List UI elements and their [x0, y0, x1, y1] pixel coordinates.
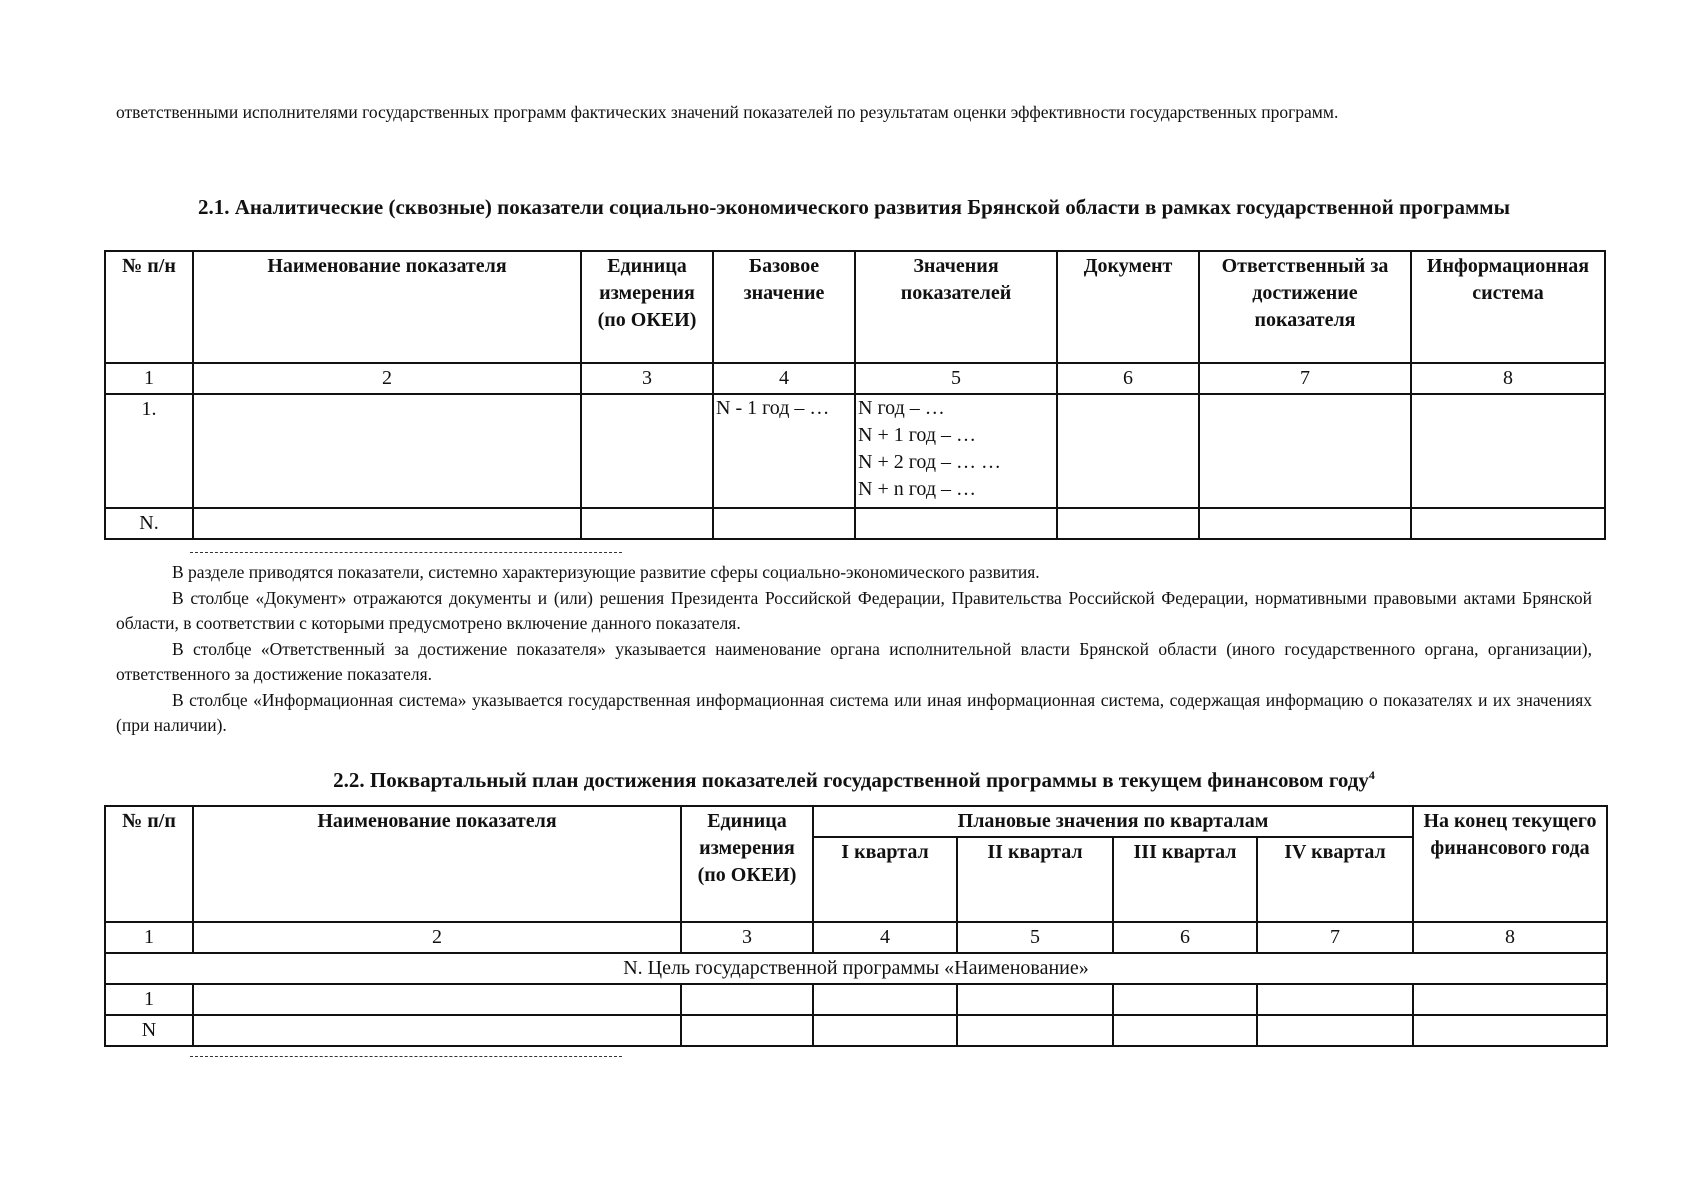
col-number: 7 [1257, 922, 1413, 953]
footnote-divider [190, 552, 622, 553]
row-number: N. [105, 508, 193, 539]
header-name: Наименование показателя [193, 251, 581, 363]
col-number: 7 [1199, 363, 1411, 394]
row-number: N [105, 1015, 193, 1046]
col-number: 6 [1057, 363, 1199, 394]
footnote-divider [190, 1056, 622, 1057]
empty-cell [681, 1015, 813, 1046]
header-values: Значения показателей [855, 251, 1057, 363]
footnote-marker: 4 [1368, 768, 1375, 782]
col-number: 1 [105, 363, 193, 394]
empty-cell [957, 1015, 1113, 1046]
base-value: N - 1 год – … [716, 397, 830, 419]
value-line: N + 1 год – … [858, 424, 977, 446]
goal-cell: N. Цель государственной программы «Наименование» [105, 953, 1607, 984]
table-header-row [105, 251, 1605, 363]
value-line: N + n год – … [858, 478, 977, 500]
column-number-row [105, 363, 1605, 394]
header-document: Документ [1057, 251, 1199, 363]
empty-cell [1411, 508, 1605, 539]
col-number: 6 [1113, 922, 1257, 953]
empty-cell [1057, 508, 1199, 539]
table-row [105, 1015, 1607, 1046]
header-planned-values: Плановые значения по кварталам [813, 806, 1413, 837]
col-number: 2 [193, 922, 681, 953]
empty-cell [1257, 984, 1413, 1015]
empty-cell [957, 984, 1113, 1015]
indicator-name-cell [193, 394, 581, 508]
header-year-end: На конец текущего финансового года [1413, 806, 1607, 922]
col-number: 5 [957, 922, 1113, 953]
quarterly-plan-table [104, 805, 1608, 1047]
column-number-row [105, 922, 1607, 953]
header-responsible: Ответственный за достижение показателя [1199, 251, 1411, 363]
empty-cell [855, 508, 1057, 539]
col-number: 8 [1413, 922, 1607, 953]
header-quarter-2: II квартал [957, 837, 1113, 922]
base-value-cell [713, 394, 855, 508]
notes-block [116, 560, 1592, 739]
section1-title: 2.1. Аналитические (сквозные) показатели социально-экономического развития Брянской области в рамках государственной программы [197, 195, 1510, 219]
section2-title-text: 2.2. Поквартальный план достижения показателей государственной программы в текущем финансовом году [333, 768, 1369, 792]
unit-cell [581, 394, 713, 508]
col-number: 3 [581, 363, 713, 394]
row-number: 1. [105, 394, 193, 508]
empty-cell [193, 1015, 681, 1046]
row-number: 1 [105, 984, 193, 1015]
note-paragraph: В столбце «Информационная система» указывается государственная информационная система или иная информационная система, содержащая информацию о показателях и их значениях (при наличии). [116, 689, 1592, 735]
responsible-cell [1199, 394, 1411, 508]
empty-cell [1413, 1015, 1607, 1046]
value-line: N + 2 год – … … [858, 451, 1002, 473]
header-name: Наименование показателя [193, 806, 681, 922]
empty-cell [1413, 984, 1607, 1015]
section2-title [116, 762, 1592, 793]
table-row [105, 394, 1605, 508]
value-line: N год – … [858, 397, 945, 419]
header-num: № п/н [105, 251, 193, 363]
col-number: 3 [681, 922, 813, 953]
table-header-row [105, 806, 1607, 837]
infosystem-cell [1411, 394, 1605, 508]
empty-cell [193, 984, 681, 1015]
col-number: 4 [813, 922, 957, 953]
col-number: 8 [1411, 363, 1605, 394]
header-unit: Единица измерения (по ОКЕИ) [581, 251, 713, 363]
header-num: № п/п [105, 806, 193, 922]
header-quarter-1: I квартал [813, 837, 957, 922]
empty-cell [193, 508, 581, 539]
indicators-table [104, 250, 1606, 540]
note-paragraph: В столбце «Документ» отражаются документы и (или) решения Президента Российской Федерации, Правительства Российской Федерации, нормативными правовыми актами Брянской области, в соответствии с которыми предусмотрено включение данного показателя. [116, 587, 1592, 633]
col-number: 5 [855, 363, 1057, 394]
values-cell [855, 394, 1057, 508]
note-paragraph: В разделе приводятся показатели, системно характеризующие развитие сферы социально-экономического развития. [172, 562, 1040, 582]
empty-cell [1199, 508, 1411, 539]
header-base: Базовое значение [713, 251, 855, 363]
empty-cell [1113, 1015, 1257, 1046]
col-number: 2 [193, 363, 581, 394]
header-quarter-4: IV квартал [1257, 837, 1413, 922]
header-infosystem: Информационная система [1411, 251, 1605, 363]
table-row [105, 984, 1607, 1015]
intro-text: ответственными исполнителями государственных программ фактических значений показателей по результатам оценки эффективности государственных программ. [116, 102, 1339, 122]
empty-cell [1113, 984, 1257, 1015]
note-paragraph: В столбце «Ответственный за достижение показателя» указывается наименование органа исполнительной власти Брянской области (иного государственного органа, организации), ответственного за достижение показателя. [116, 638, 1592, 684]
empty-cell [813, 1015, 957, 1046]
col-number: 1 [105, 922, 193, 953]
header-unit: Единица измерения (по ОКЕИ) [681, 806, 813, 922]
table-row [105, 508, 1605, 539]
document-cell [1057, 394, 1199, 508]
empty-cell [1257, 1015, 1413, 1046]
col-number: 4 [713, 363, 855, 394]
header-quarter-3: III квартал [1113, 837, 1257, 922]
empty-cell [581, 508, 713, 539]
empty-cell [813, 984, 957, 1015]
empty-cell [713, 508, 855, 539]
empty-cell [681, 984, 813, 1015]
goal-row [105, 953, 1607, 984]
